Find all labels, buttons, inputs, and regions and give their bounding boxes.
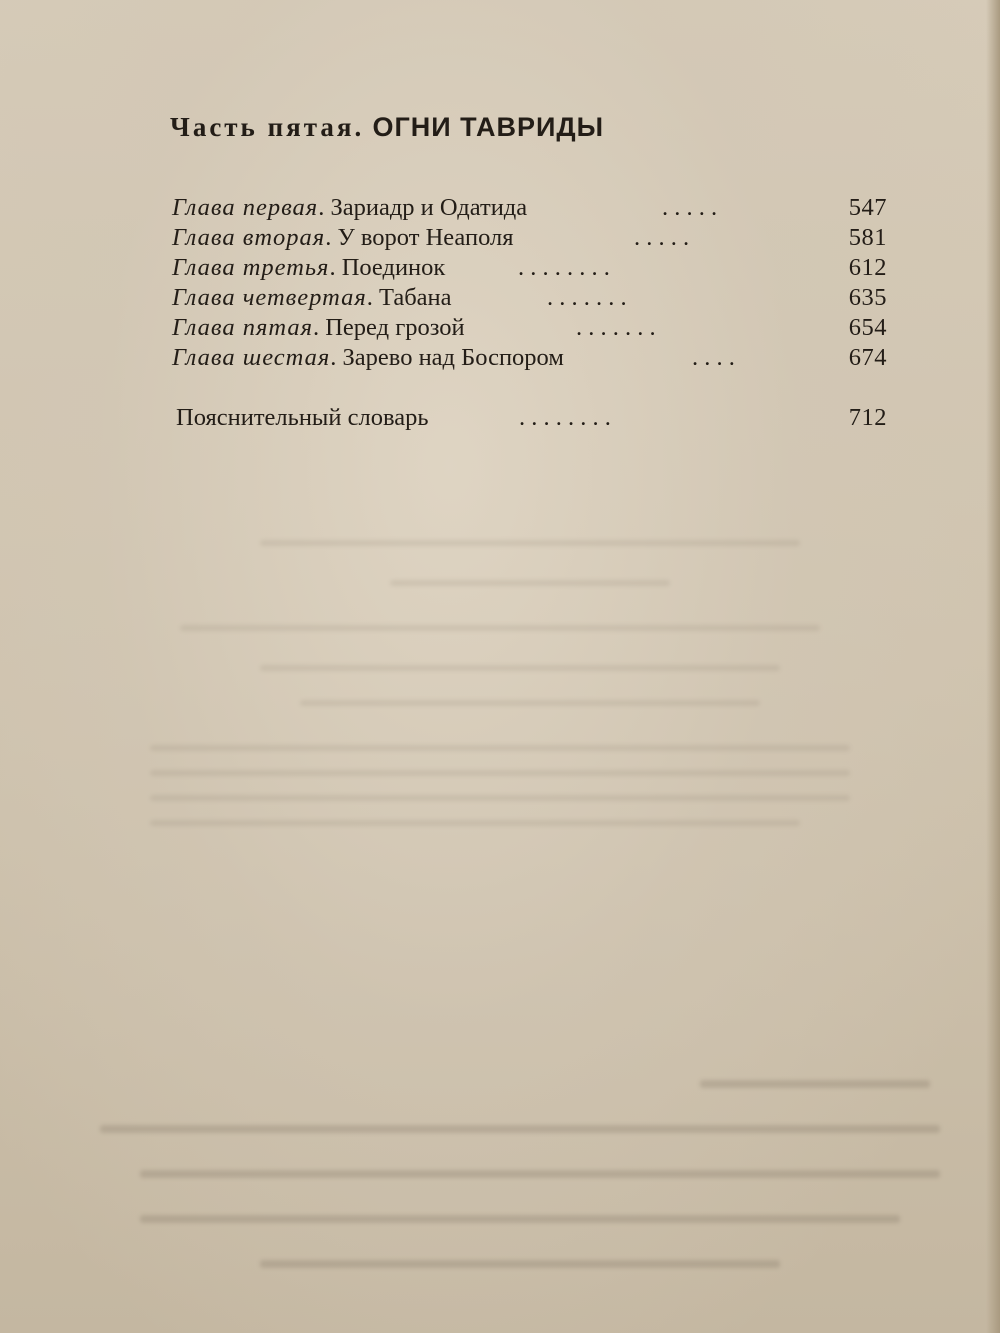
chapter-title: Перед грозой (325, 314, 465, 341)
chapter-number: Глава первая (172, 194, 319, 221)
page-number: 654 (848, 314, 887, 341)
leader-dots: . . . . . (662, 194, 718, 221)
chapter-title: У ворот Неаполя (337, 224, 514, 251)
chapter-title: Зариадр и Одатида (330, 194, 528, 221)
spacer (172, 373, 887, 403)
page-number: 612 (848, 254, 887, 281)
toc-entry (172, 193, 887, 223)
toc-entry (172, 283, 887, 313)
toc-entry (172, 313, 887, 343)
toc-entry (172, 253, 887, 283)
leader-dots: . . . . . . . . (519, 404, 611, 431)
chapter-number: Глава пятая (172, 314, 313, 341)
chapter-title: Зарево над Боспором (342, 344, 564, 371)
chapter-title: Поединок (341, 254, 446, 281)
toc-entry-label: Глава первая. Зариадр и Одатида (172, 194, 528, 221)
show-through-bottom (60, 1060, 960, 1320)
leader-dots: . . . . . (634, 224, 690, 251)
leader-dots: . . . . . . . (547, 284, 627, 311)
section-part-label: Часть пятая. (170, 112, 365, 142)
toc-entry-label: Глава шестая. Зарево над Боспором (172, 344, 564, 371)
toc-entry-label: Глава вторая. У ворот Неаполя (172, 224, 514, 251)
leader-dots: . . . . . . . (576, 314, 656, 341)
toc-entry (172, 343, 887, 373)
toc-entry-glossary (172, 403, 887, 433)
glossary-title: Пояснительный словарь (176, 404, 429, 431)
toc-entry-label: Глава четвертая. Табана (172, 284, 452, 311)
show-through-middle (150, 530, 850, 850)
toc-entry-label: Глава пятая. Перед грозой (172, 314, 465, 341)
page-number: 635 (848, 284, 887, 311)
chapter-number: Глава вторая (172, 224, 326, 251)
chapter-number: Глава третья (172, 254, 330, 281)
section-name: ОГНИ ТАВРИДЫ (372, 112, 605, 142)
leader-dots: . . . . (692, 344, 735, 371)
toc-entry-label: Глава третья. Поединок (172, 254, 446, 281)
page-number: 547 (848, 194, 887, 221)
page-edge-shadow (986, 0, 1000, 1333)
page-number: 674 (848, 344, 887, 371)
section-title (170, 112, 604, 143)
page-number: 712 (848, 404, 887, 431)
chapter-number: Глава четвертая (172, 284, 367, 311)
leader-dots: . . . . . . . . (518, 254, 610, 281)
table-of-contents (172, 193, 887, 433)
page-number: 581 (848, 224, 887, 251)
chapter-number: Глава шестая (172, 344, 331, 371)
toc-entry (172, 223, 887, 253)
chapter-title: Табана (378, 284, 452, 311)
